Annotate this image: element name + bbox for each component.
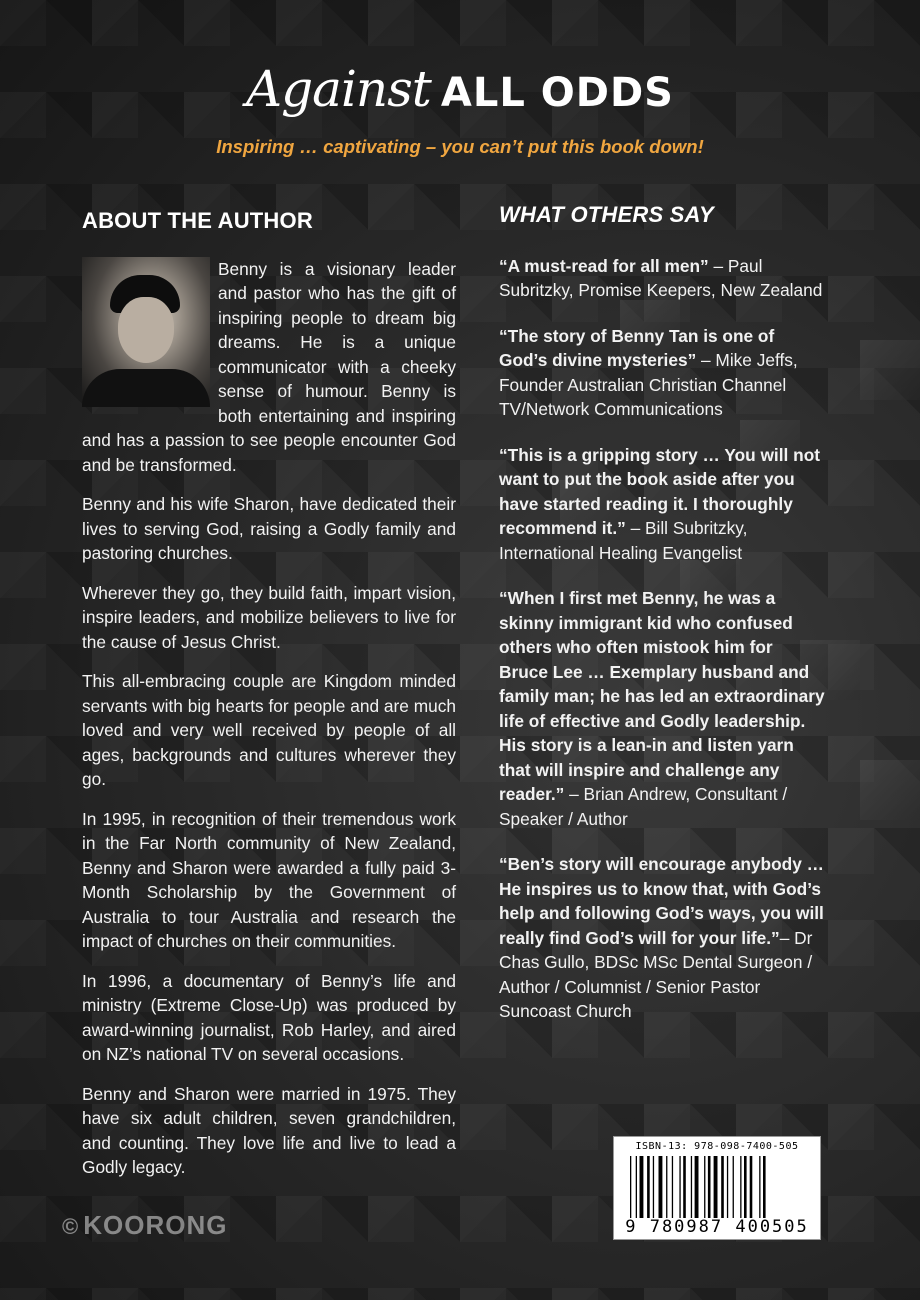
isbn-barcode <box>613 1136 821 1240</box>
quote-attribution: – Dr Chas Gullo, BDSc MSc Dental Surgeon / Author / Columnist / Senior Pastor Suncoast Church <box>499 927 813 1021</box>
about-paragraph: In 1996, a documentary of Benny’s life and ministry (Extreme Close-Up) was produced by award-winning journalist, Rob Harley, and aired on NZ’s national TV on several occasions. <box>82 970 456 1064</box>
about-paragraph: Wherever they go, they build faith, impart vision, inspire leaders, and mobilize believers to live for the cause of Jesus Christ. <box>82 582 456 652</box>
endorsement-quote <box>499 852 825 1024</box>
quote-text: “When I first met Benny, he was a skinny immigrant kid who confused others who often mistook him for Bruce Lee … Exemplary husband and family man; he has led an extraordinary life of effective and Godly leadership. His story is a lean-in and listen yarn that will inspire and challenge any reader.” <box>499 588 825 804</box>
what-others-say-heading: WHAT OTHERS SAY <box>499 202 714 227</box>
quote-text: “Ben’s story will encourage anybody … He inspires us to know that, with God’s help and following God’s ways, you will really find God’s will for your life.” <box>499 854 824 948</box>
about-paragraph: In 1995, in recognition of their tremendous work in the Far North community of New Zealand, Benny and Sharon were awarded a fully paid 3-Month Scholarship by the Government of Australia to tour Australia and research the impact of churches on their communities. <box>82 808 456 951</box>
about-paragraph: This all-embracing couple are Kingdom minded servants with big hearts for people and are much loved and very well received by people of all ages, backgrounds and cultures wherever they go. <box>82 671 456 789</box>
isbn-label: ISBN-13: 978-098-7400-505 <box>635 1141 799 1152</box>
about-author-section <box>82 209 456 1195</box>
book-title <box>0 60 920 118</box>
title-bold-words: ALL ODDS <box>440 70 674 116</box>
barcode-number: 9 780987 400505 <box>625 1217 809 1237</box>
quote-text: “A must-read for all men” <box>499 255 709 276</box>
koorong-watermark <box>62 1210 227 1241</box>
endorsement-quote <box>499 324 825 422</box>
about-paragraph: Benny and his wife Sharon, have dedicated their lives to serving God, raising a Godly family and pastoring churches. <box>82 494 456 563</box>
about-paragraph: Benny is a visionary leader and pastor who has the gift of inspiring people to dream big dreams. He is a unique communicator with a cheeky sense of humour. Benny is both entertaining and inspiring and has a passion to see people encounter God and be transformed. <box>82 258 456 475</box>
endorsement-quote <box>499 254 825 303</box>
title-script-word: Against <box>246 60 431 118</box>
quote-attribution: – Bill Subritzky, International Healing Evangelist <box>499 518 748 563</box>
author-photo <box>82 257 210 407</box>
about-author-heading: ABOUT THE AUTHOR <box>82 208 313 233</box>
copyright-icon: © <box>62 1214 80 1239</box>
watermark-text: KOORONG <box>83 1210 228 1240</box>
endorsement-quote <box>499 443 825 566</box>
quote-text: “The story of Benny Tan is one of God’s divine mysteries” <box>499 325 775 370</box>
quote-attribution: – Paul Subritzky, Promise Keepers, New Zealand <box>499 255 823 300</box>
about-paragraph: Benny and Sharon were married in 1975. They have six adult children, seven grandchildren, and counting. They love life and live to lead a Godly legacy. <box>82 1083 456 1177</box>
quote-attribution: – Brian Andrew, Consultant / Speaker / Author <box>499 784 788 829</box>
quote-text: “This is a gripping story … You will not want to put the book aside after you have started reading it. I thoroughly recommend it.” <box>499 444 821 538</box>
what-others-say-section <box>499 203 825 1045</box>
barcode-bars <box>630 1156 812 1218</box>
tagline: Inspiring … captivating – you can’t put this book down! <box>216 136 704 157</box>
endorsement-quote <box>499 586 825 831</box>
quote-attribution: – Mike Jeffs, Founder Australian Christian Channel TV/Network Communications <box>499 350 798 419</box>
